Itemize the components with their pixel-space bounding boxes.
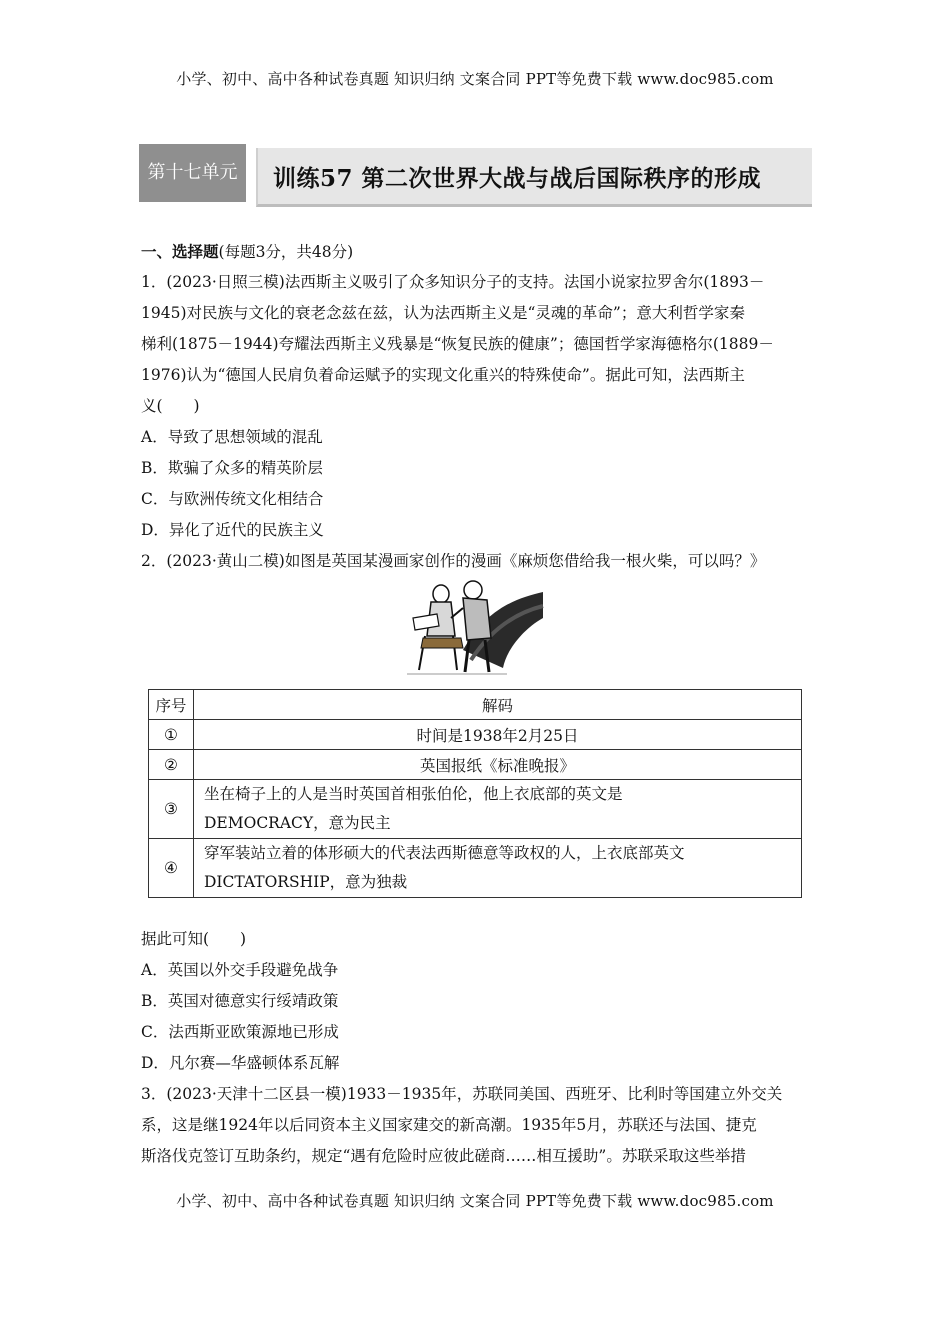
row-text: 时间是1938年2月25日 <box>194 720 802 750</box>
row-number: ② <box>149 750 194 780</box>
q2-option-a: A．英国以外交手段避免战争 <box>141 961 339 979</box>
cartoon-image <box>407 578 545 680</box>
unit-banner <box>139 144 810 212</box>
banner-title-bar <box>256 148 812 207</box>
q1-line: 1976)认为“德国人民肩负着命运赋予的实现文化重兴的特殊使命”。据此可知，法西斯主 <box>141 366 745 384</box>
table-row <box>149 720 802 750</box>
q1-line: 1．(2023·日照三模)法西斯主义吸引了众多知识分子的支持。法国小说家拉罗舍尔(1893－ <box>141 273 765 291</box>
q1-line: 义( ) <box>141 397 200 415</box>
table-header-row <box>149 690 802 720</box>
question-content <box>141 236 813 577</box>
q3-line: 斯洛伐克签订互助条约，规定“遇有危险时应彼此磋商……相互援助”。苏联采取这些举措 <box>141 1147 746 1165</box>
row-text-line: DEMOCRACY，意为民主 <box>204 814 391 832</box>
page-header: 小学、初中、高中各种试卷真题 知识归纳 文案合同 PPT等免费下载 www.doc985.com <box>176 70 774 88</box>
row-number: ① <box>149 720 194 750</box>
q2-after: 据此可知( ) <box>141 930 247 948</box>
q3-line: 系，这是继1924年以后同资本主义国家建交的新高潮。1935年5月，苏联还与法国、捷克 <box>141 1116 757 1134</box>
unit-label: 第十七单元 <box>139 144 246 202</box>
table-header-cell: 解码 <box>194 690 802 720</box>
table-row <box>149 750 802 780</box>
q2-option-b: B．英国对德意实行绥靖政策 <box>141 992 339 1010</box>
q1-line: 梯利(1875－1944)夸耀法西斯主义残暴是“恢复民族的健康”；德国哲学家海德格尔(1889－ <box>141 335 774 353</box>
table-header-cell: 序号 <box>149 690 194 720</box>
page-footer: 小学、初中、高中各种试卷真题 知识归纳 文案合同 PPT等免费下载 www.doc985.com <box>176 1192 774 1210</box>
q2-option-d: D．凡尔赛—华盛顿体系瓦解 <box>141 1054 340 1072</box>
q2-stem: 2．(2023·黄山二模)如图是英国某漫画家创作的漫画《麻烦您借给我一根火柴，可以吗？》 <box>141 552 766 570</box>
q2-option-c: C．法西斯亚欧策源地已形成 <box>141 1023 339 1041</box>
row-text <box>194 780 802 839</box>
page-title: 训练57 第二次世界大战与战后国际秩序的形成 <box>273 165 762 192</box>
section-heading: 一、选择题(每题3分，共48分) <box>141 242 354 261</box>
q1-option-c: C．与欧洲传统文化相结合 <box>141 490 324 508</box>
q1-option-b: B．欺骗了众多的精英阶层 <box>141 459 323 477</box>
q3-line: 3．(2023·天津十二区县一模)1933－1935年，苏联同美国、西班牙、比利时等国建立外交关 <box>141 1085 783 1103</box>
table-row <box>149 839 802 898</box>
row-text: 英国报纸《标准晚报》 <box>194 750 802 780</box>
table-row <box>149 780 802 839</box>
row-number: ③ <box>149 780 194 839</box>
q1-line: 1945)对民族与文化的衰老念兹在兹，认为法西斯主义是“灵魂的革命”；意大利哲学家秦 <box>141 304 745 322</box>
row-text-line: 穿军装站立着的体形硕大的代表法西斯德意等政权的人，上衣底部英文 <box>204 844 685 862</box>
row-text <box>194 839 802 898</box>
row-text-line: DICTATORSHIP，意为独裁 <box>204 873 408 891</box>
decode-table <box>148 689 802 898</box>
q1-option-a: A．导致了思想领域的混乱 <box>141 428 323 446</box>
row-number: ④ <box>149 839 194 898</box>
q1-option-d: D．异化了近代的民族主义 <box>141 521 324 539</box>
question-content-continued <box>141 924 813 1172</box>
row-text-line: 坐在椅子上的人是当时英国首相张伯伦，他上衣底部的英文是 <box>204 785 623 803</box>
